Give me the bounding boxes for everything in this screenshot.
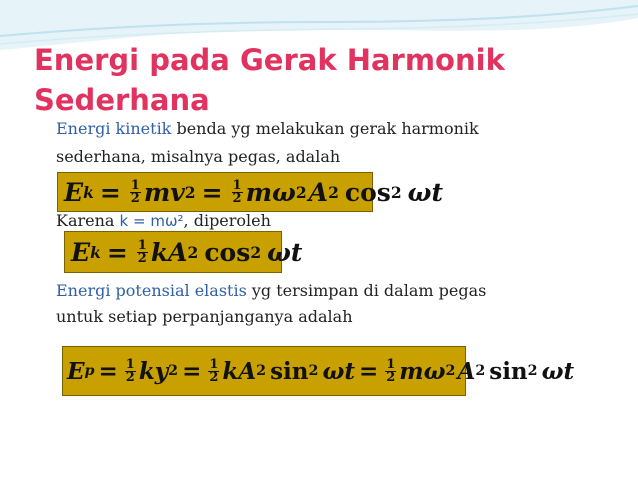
potential-energy-text-rest: yg tersimpan di dalam pegas [246, 281, 487, 300]
kinetic-energy-formula: E k = $\frac{1}{2}$ mv 2 = $\frac{1}{2}$ mω 2 A 2 cos 2 ωt [57, 172, 373, 212]
subscript-k: k [90, 242, 101, 262]
symbol-E: E [64, 177, 84, 207]
fraction-one-half: $\frac{1}{2}$ [386, 356, 396, 385]
potential-energy-text [56, 281, 486, 300]
cos-function: cos [344, 177, 391, 207]
term-A: A [457, 357, 476, 385]
kinetic-energy-text-line2: sederhana, misalnya pegas, adalah [56, 147, 341, 166]
subscript-p: p [84, 363, 95, 379]
term-mv: mv [143, 177, 185, 207]
sin-function: sin [489, 357, 528, 385]
kinetic-energy-term: Energi kinetik [56, 119, 172, 138]
fraction-one-half: $\frac{1}{2}$ [125, 356, 135, 385]
symbol-E: E [71, 237, 91, 267]
symbol-E: E [67, 357, 85, 385]
k-equals-m-omega-squared: k = mω² [119, 212, 184, 230]
fraction-one-half: $\frac{1}{2}$ [130, 177, 140, 206]
fraction-one-half: $\frac{1}{2}$ [232, 177, 242, 206]
equals-sign: = [106, 237, 128, 267]
equals-sign: = [182, 357, 202, 385]
equals-sign: = [98, 357, 118, 385]
term-m-omega: mω [399, 357, 446, 385]
kinetic-energy-text-rest: benda yg melakukan gerak harmonik [171, 119, 479, 138]
equals-sign: = [201, 177, 223, 207]
fraction-one-half: $\frac{1}{2}$ [137, 237, 147, 266]
term-m-omega: mω [245, 177, 296, 207]
potential-energy-formula: E p = $\frac{1}{2}$ ky 2 = $\frac{1}{2}$ kA 2 sin 2 ωt = $\frac{1}{2}$ mω 2 A 2 sin 2 ωt [62, 346, 466, 396]
term-kA: kA [150, 237, 188, 267]
slide-title [34, 40, 505, 120]
kinetic-energy-formula-simplified: E k = $\frac{1}{2}$ kA 2 cos 2 ωt [64, 231, 282, 273]
sin-function: sin [270, 357, 309, 385]
substitution-text: Karena k = mω², diperoleh [56, 211, 271, 230]
term-omega-t: ωt [267, 237, 303, 267]
term-omega-t: ωt [541, 357, 575, 385]
cos-function: cos [204, 237, 251, 267]
subscript-k: k [83, 182, 94, 202]
potential-energy-term: Energi potensial elastis [56, 281, 247, 300]
fraction-one-half: $\frac{1}{2}$ [209, 356, 219, 385]
term-ky: ky [138, 357, 169, 385]
slide-title-line2: Sederhana [34, 83, 210, 117]
potential-energy-text-line2: untuk setiap perpanjanganya adalah [56, 307, 353, 326]
equals-sign: = [99, 177, 121, 207]
equals-sign: = [358, 357, 379, 385]
term-omega-t: ωt [322, 357, 355, 385]
term-omega-t: ωt [407, 177, 443, 207]
term-A: A [308, 177, 329, 207]
kinetic-energy-text [56, 119, 479, 138]
slide-title-line1: Energi pada Gerak Harmonik [34, 43, 505, 77]
term-kA: kA [222, 357, 257, 385]
